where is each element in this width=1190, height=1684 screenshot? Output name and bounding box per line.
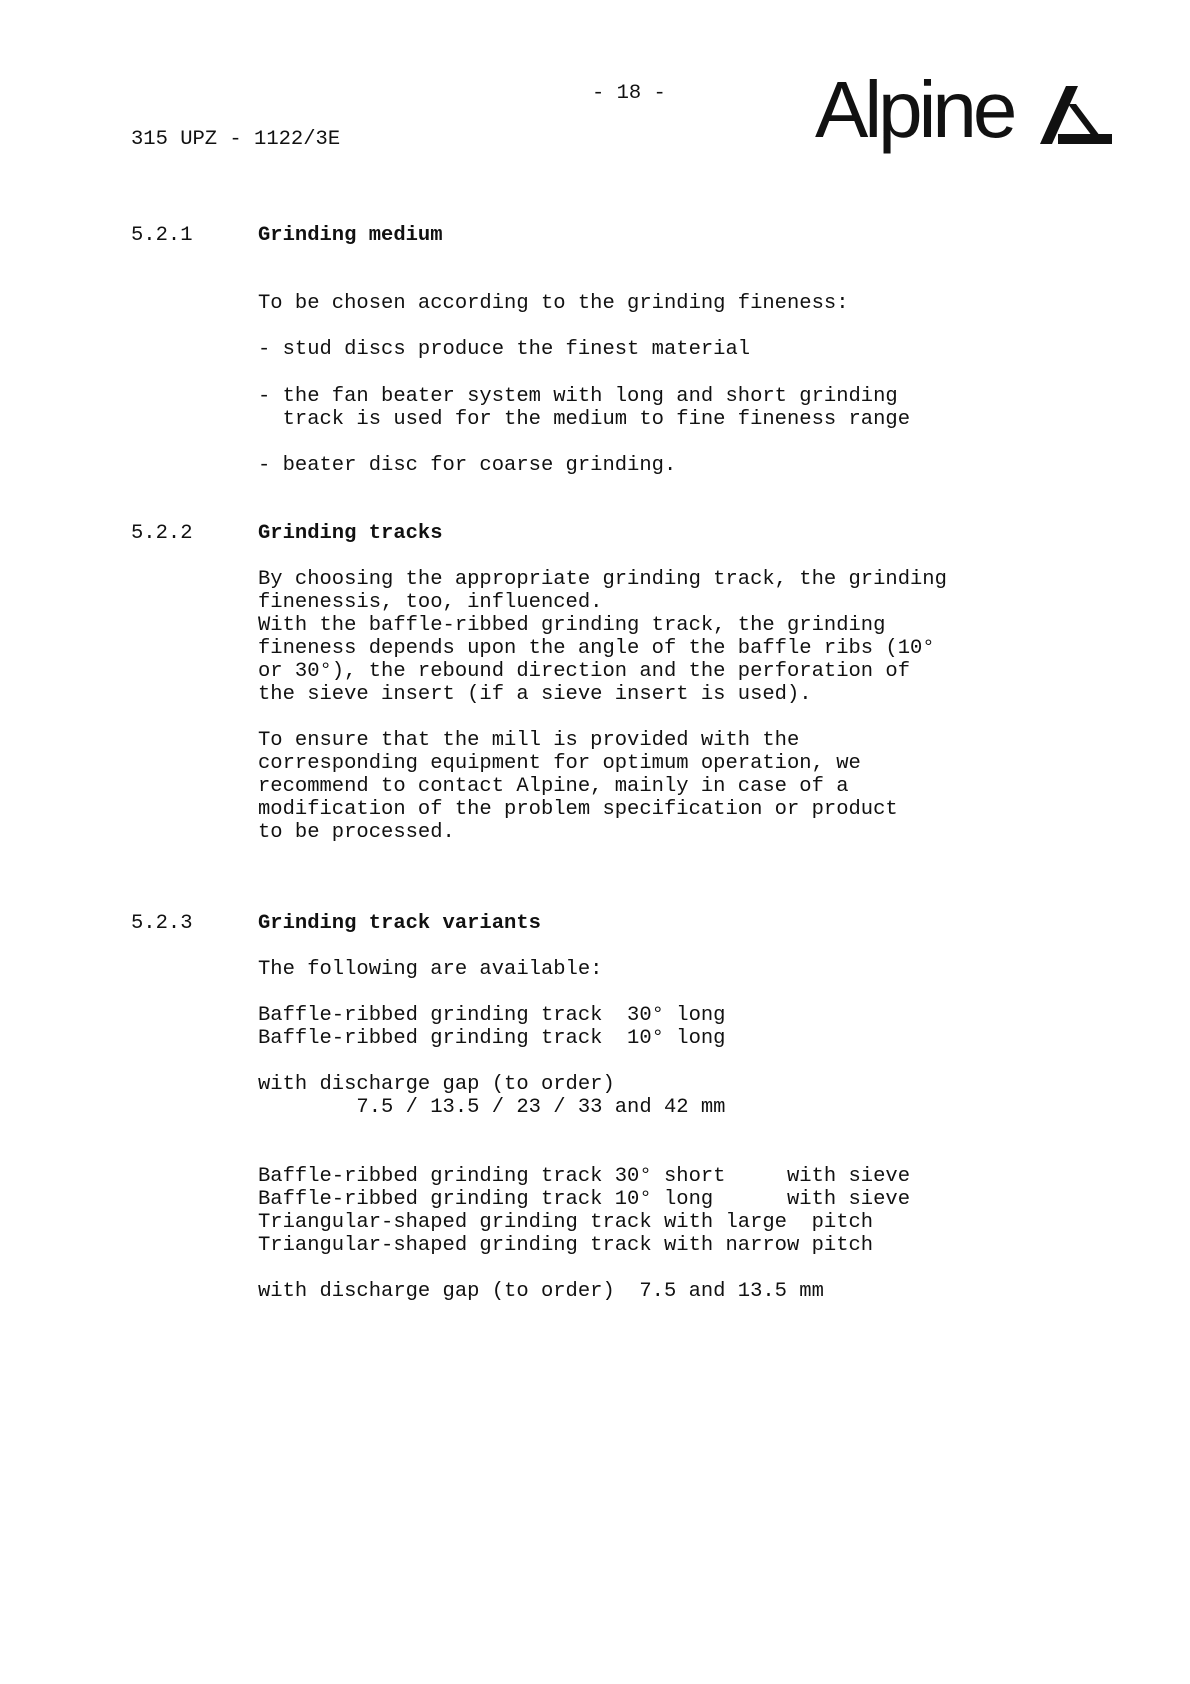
discharge-gap-note: with discharge gap (to order) 7.5 and 13.5 mm bbox=[258, 1280, 824, 1303]
variant-list: Baffle-ribbed grinding track 30° short with sieve Baffle-ribbed grinding track 10° long with sieve Triangular-shaped grinding track with large pitch Triangular-shaped grinding track with narrow pitch bbox=[258, 1165, 911, 1257]
discharge-gap-note: with discharge gap (to order) 7.5 / 13.5 / 23 / 33 and 42 mm bbox=[258, 1073, 726, 1119]
section-intro: The following are available: bbox=[258, 958, 603, 981]
brand-logo-text: Alpine bbox=[815, 65, 1014, 154]
paragraph: To ensure that the mill is provided with the corresponding equipment for optimum operation, we recommend to contact Alpine, mainly in case of a modification of the problem specification or product to be processed. bbox=[258, 729, 898, 844]
document-reference: 315 UPZ - 1122/3E bbox=[131, 128, 341, 151]
variant-list: Baffle-ribbed grinding track 30° long Baffle-ribbed grinding track 10° long bbox=[258, 1004, 726, 1050]
bullet-item: - stud discs produce the finest material bbox=[258, 338, 751, 361]
section-title-grinding-tracks: Grinding tracks bbox=[258, 522, 443, 545]
bullet-item: - the fan beater system with long and short grinding track is used for the medium to fine fineness range bbox=[258, 385, 911, 431]
section-number-5-2-3: 5.2.3 bbox=[131, 912, 193, 935]
bullet-item: - beater disc for coarse grinding. bbox=[258, 454, 677, 477]
section-intro: To be chosen according to the grinding fineness: bbox=[258, 292, 849, 315]
alpine-logo-icon bbox=[1036, 86, 1112, 148]
section-number-5-2-1: 5.2.1 bbox=[131, 224, 193, 247]
section-number-5-2-2: 5.2.2 bbox=[131, 522, 193, 545]
page-number: - 18 - bbox=[592, 82, 666, 105]
section-title-grinding-track-variants: Grinding track variants bbox=[258, 912, 541, 935]
section-title-grinding-medium: Grinding medium bbox=[258, 224, 443, 247]
paragraph: By choosing the appropriate grinding track, the grinding finenessis, too, influenced. With the baffle-ribbed grinding track, the grinding fineness depends upon the angle of the baffle ribs (10° or 30°), the rebound direction and the perforation of the sieve insert (if a sieve insert is used). bbox=[258, 568, 947, 706]
